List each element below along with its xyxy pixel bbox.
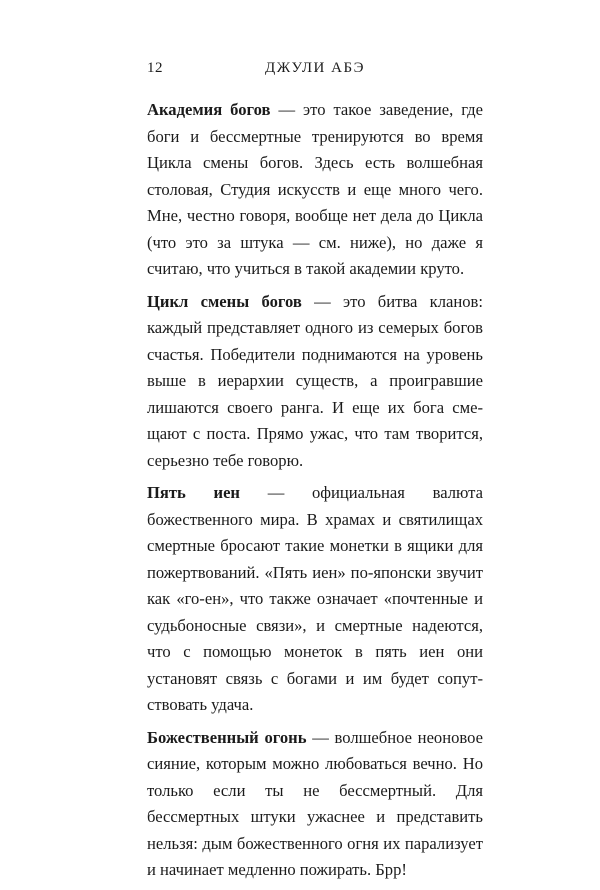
page-header [147, 60, 483, 82]
entry-definition: — это битва кланов: каждый представляет одного из семерых богов счастья. Победители поднимаются на уровень выше в иерархии существ, а проигравшие лишаются своего ранга. И еще их бога смещают с поста. Прямо ужас, что там творится, серьезно тебе говорю. [147, 291, 483, 470]
running-head: ДЖУЛИ АБЭ [265, 60, 365, 76]
glossary-entry-five-yen [147, 480, 483, 719]
entry-term: Цикл смены богов [147, 291, 302, 311]
glossary-entries [147, 97, 483, 890]
entry-definition: — волшебное неоновое сияние, которым можно любоваться вечно. Но только если ты не бессмертный. Для бессмертных штуки ужаснее и представить нельзя: дым божественного огня их парализует и начинает медленно пожирать. Брр! [147, 727, 483, 879]
entry-term: Пять иен [147, 483, 240, 502]
glossary-entry-god-academy [147, 97, 483, 283]
entry-definition: — официальная валюта божественного мира. В храмах и святилищах смертные бросают такие монетки в ящики для пожертвований. «Пять иен» по-японски звучит как «го-ен», что также означает «почтенные и судьбоносные связи», и смертные надеются, что с помощью монеток в пять иен они установят связь с богами и им будет сопутствовать удача. [147, 483, 483, 714]
page-number: 12 [147, 60, 163, 76]
entry-term: Божественный огонь [147, 727, 307, 747]
glossary-entry-divine-fire [147, 725, 483, 884]
glossary-entry-god-change-cycle [147, 289, 483, 475]
entry-definition: — это такое заведение, где боги и бессмертные тренируются во время Цикла смены богов. Здесь есть волшебная столовая, Студия искусств и еще много чего. Мне, честно говоря, вообще нет дела до Цикла (что это за штука — см. ниже), но даже я считаю, что учиться в такой академии круто. [147, 100, 483, 278]
entry-term: Академия богов [147, 100, 271, 119]
